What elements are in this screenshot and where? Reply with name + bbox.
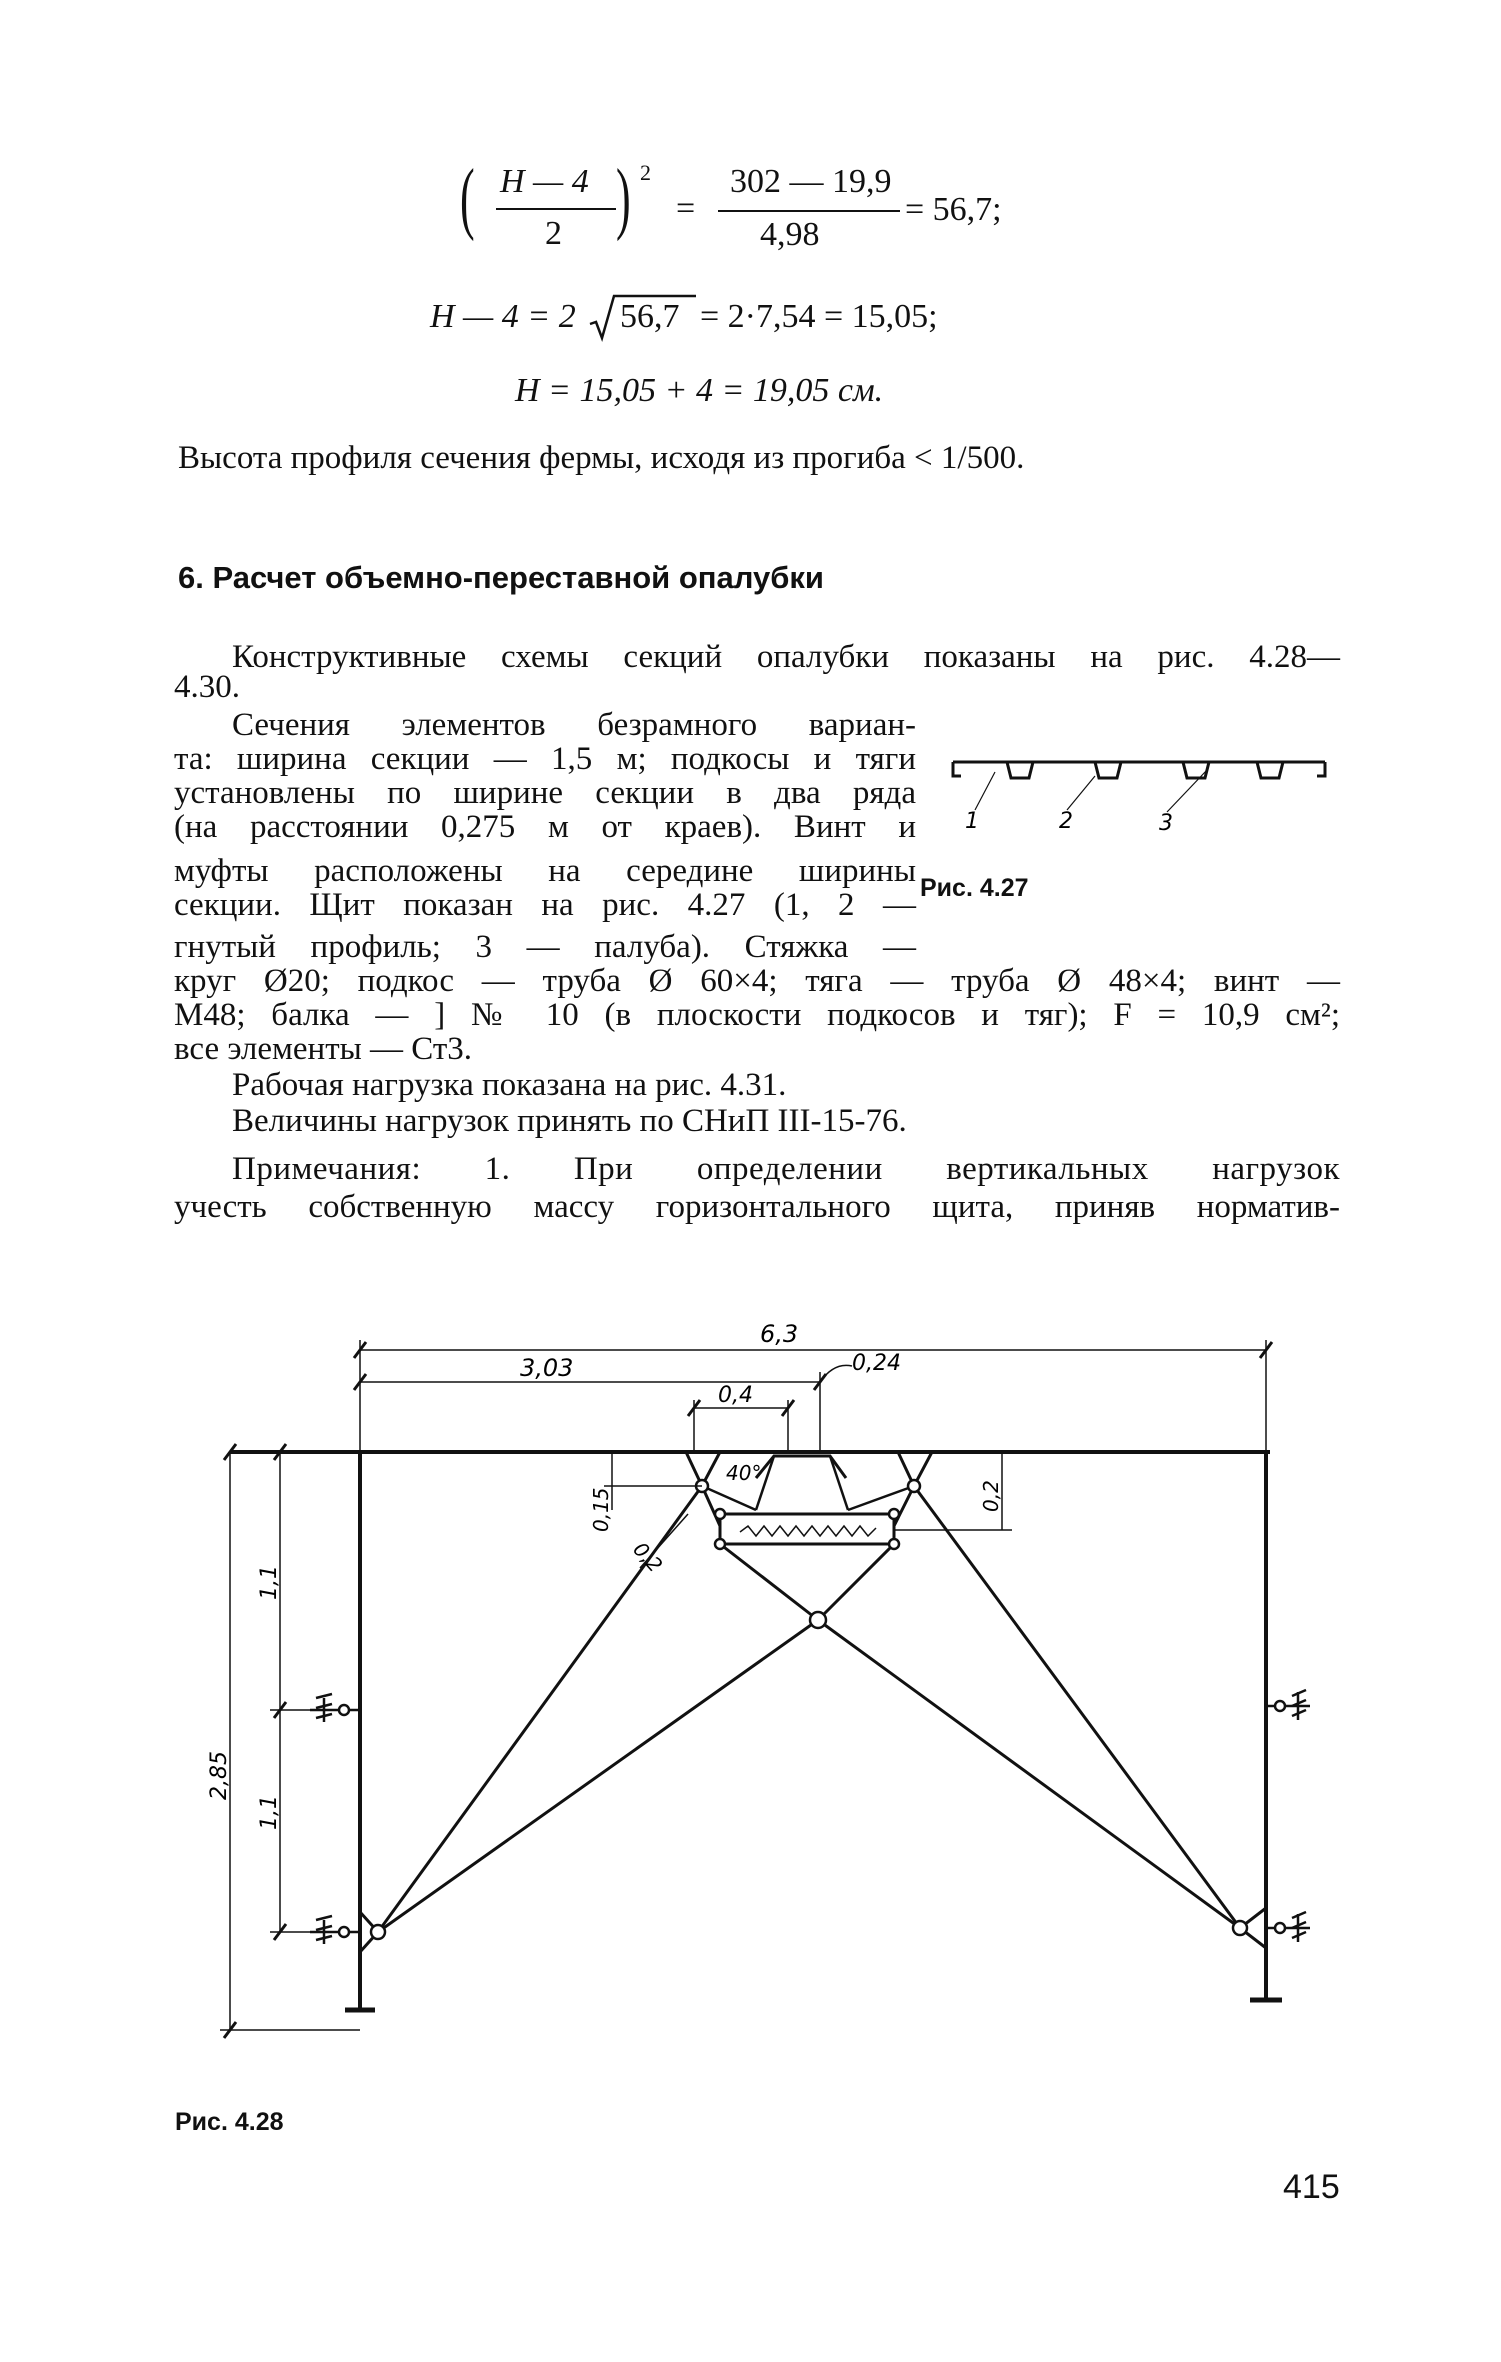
- label-total-span: 6,3: [760, 1320, 799, 1348]
- fig427-label-1: 1: [965, 809, 979, 834]
- f1-denominator-left: 2: [545, 215, 562, 252]
- fig427-label-2: 2: [1059, 809, 1073, 834]
- fig427-caption: Рис. 4.27: [920, 874, 1029, 902]
- center-rib-right: [830, 1456, 848, 1510]
- body-line-6: (на расстоянии 0,275 м от краев). Винт и: [174, 809, 916, 845]
- support-right-upper: [1266, 1690, 1310, 1720]
- label-right-drop: 0,2: [979, 1480, 1003, 1512]
- fig427-rib-2: [1095, 762, 1121, 778]
- support-right-lower: [1266, 1912, 1310, 1942]
- fig428-caption: Рис. 4.28: [175, 2108, 284, 2136]
- f2-radicand: 56,7: [620, 298, 680, 335]
- joint-box-tr: [889, 1509, 899, 1519]
- fig427-right-edge: [1317, 762, 1325, 776]
- f1-result: = 56,7;: [905, 191, 1002, 228]
- body-line-13: Рабочая нагрузка показана на рис. 4.31.: [232, 1067, 787, 1103]
- joint-box-bl: [715, 1539, 725, 1549]
- section-heading: 6. Расчет объемно-переставной опалубки: [178, 560, 824, 595]
- tie-left: [378, 1620, 818, 1932]
- f3: H = 15,05 + 4 = 19,05 см.: [515, 372, 884, 409]
- label-height-lower: 1,1: [257, 1795, 282, 1830]
- label-half-span: 3,03: [520, 1354, 574, 1382]
- f1-fraction-bar-left: [496, 208, 616, 210]
- label-strut-gap: 0,24: [852, 1351, 901, 1376]
- body-line-2: 4.30.: [174, 669, 240, 705]
- f1-fraction-bar-right: [718, 210, 900, 212]
- strut-center-right: [818, 1544, 894, 1620]
- body-line-7: муфты расположены на середине ширины: [174, 853, 916, 889]
- fig427-rib-4: [1257, 762, 1283, 778]
- label-left-drop: 0,15: [589, 1487, 613, 1532]
- left-paren: (: [460, 154, 475, 242]
- long-strut-right: [914, 1486, 1240, 1928]
- label-height-total: 2,85: [207, 1751, 232, 1800]
- body-line-12: все элементы — Ст3.: [174, 1031, 473, 1067]
- fig427-left-edge: [953, 762, 961, 776]
- body-line-5: установлены по ширине секции в два ряда: [174, 775, 916, 811]
- fig427-rib-1: [1007, 762, 1033, 778]
- joint-right-top: [908, 1480, 920, 1492]
- body-line-15: Примечания: 1. При определении вертикальных нагрузок: [232, 1151, 1340, 1187]
- tie-right: [818, 1620, 1240, 1928]
- fig427-label-3: 3: [1159, 811, 1173, 836]
- paragraph-height: Высота профиля сечения фермы, исходя из прогиба < 1/500.: [178, 440, 1025, 476]
- body-line-9: гнутый профиль; 3 — палуба). Стяжка —: [174, 929, 916, 965]
- page-number: 415: [1283, 2168, 1340, 2206]
- f1-power: 2: [640, 160, 651, 185]
- body-line-8: секции. Щит показан на рис. 4.27 (1, 2 —: [174, 887, 916, 923]
- body-line-14: Величины нагрузок принять по СНиП III-15-76.: [232, 1103, 907, 1139]
- joint-box-br: [889, 1539, 899, 1549]
- figure-4-27: [945, 750, 1335, 840]
- figure-4-28: [200, 1300, 1350, 2060]
- joint-center: [810, 1612, 826, 1628]
- body-line-3: Сечения элементов безрамного вариан-: [232, 707, 916, 743]
- strut-center-left: [720, 1544, 818, 1620]
- body-line-11: M48; балка — ] № 10 (в плоскости подкосов и тяг); F = 10,9 см²;: [174, 997, 1340, 1033]
- body-line-16: учесть собственную массу горизонтального щита, приняв норматив-: [174, 1189, 1340, 1225]
- f2-right: = 2·7,54 = 15,05;: [700, 298, 938, 335]
- label-angle: 40°: [726, 1461, 762, 1485]
- label-height-upper: 1,1: [257, 1565, 282, 1600]
- f1-equals: =: [676, 190, 696, 227]
- screw-thread: [740, 1526, 876, 1536]
- support-left-upper: [310, 1694, 360, 1722]
- support-left-lower: [310, 1916, 360, 1944]
- body-line-4: та: ширина секции — 1,5 м; подкосы и тяги: [174, 741, 916, 777]
- joint-box-tl: [715, 1509, 725, 1519]
- joint-left-bottom: [371, 1925, 385, 1939]
- f1-denominator-right: 4,98: [760, 216, 820, 253]
- right-paren: ): [616, 154, 631, 242]
- f1-numerator-right: 302 — 19,9: [730, 163, 892, 200]
- label-joint-offset: 0,4: [718, 1383, 753, 1408]
- body-line-10: круг Ø20; подкос — труба Ø 60×4; тяга — труба Ø 48×4; винт —: [174, 963, 1340, 999]
- fig427-rib-3: [1183, 762, 1209, 778]
- label-diag: 0,2: [628, 1537, 668, 1577]
- joint-right-bottom: [1233, 1921, 1247, 1935]
- f1-numerator-left: H — 4: [500, 163, 589, 200]
- screw-box: [720, 1514, 894, 1544]
- f2-left: H — 4 = 2: [430, 298, 576, 335]
- body-line-1: Конструктивные схемы секций опалубки показаны на рис. 4.28—: [232, 639, 1340, 675]
